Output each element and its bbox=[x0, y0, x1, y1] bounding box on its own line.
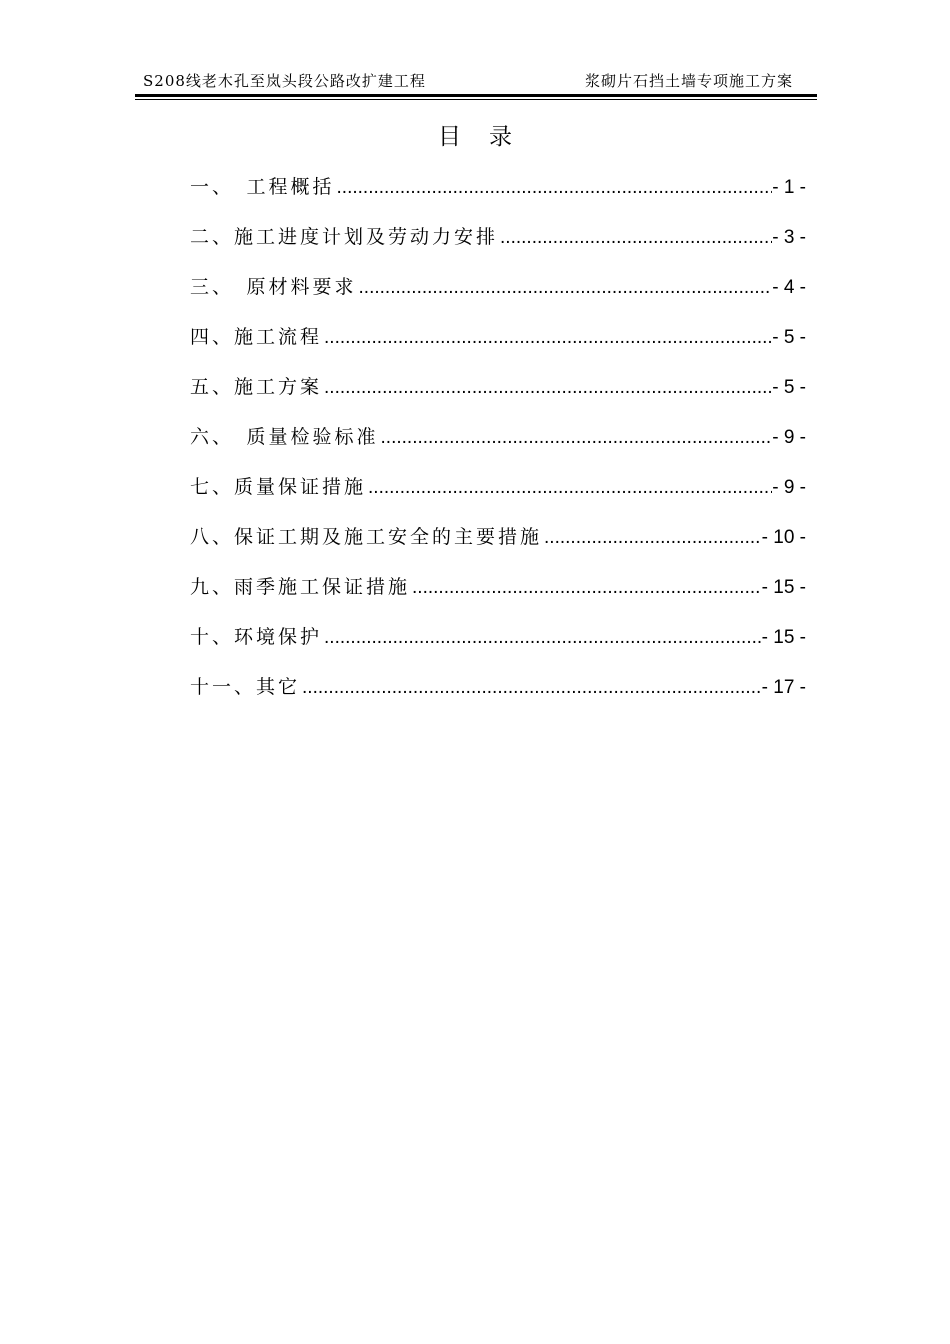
toc-entry[interactable] bbox=[190, 572, 806, 622]
toc-entry[interactable] bbox=[190, 172, 806, 222]
toc-entry-page: - 9 - bbox=[772, 477, 806, 498]
toc-entry-label: 七、质量保证措施 bbox=[190, 476, 367, 498]
toc-dot-leader bbox=[379, 427, 773, 449]
toc-entry-label: 九、雨季施工保证措施 bbox=[190, 576, 411, 598]
toc-dot-leader bbox=[322, 327, 772, 349]
toc-entry-page: - 3 - bbox=[772, 227, 806, 248]
toc-entry-label: 十、环境保护 bbox=[190, 626, 323, 648]
header-rule-thick bbox=[135, 94, 817, 97]
toc-dot-leader bbox=[357, 277, 773, 299]
toc-entry-page: - 10 - bbox=[761, 527, 806, 548]
toc-entry-page: - 4 - bbox=[772, 277, 806, 298]
toc-entry[interactable] bbox=[190, 322, 806, 372]
toc-dot-leader bbox=[498, 227, 772, 249]
toc-dot-leader bbox=[366, 477, 772, 499]
header-project-name: S208线老木孔至岚头段公路改扩建工程 bbox=[143, 72, 426, 90]
page-header bbox=[135, 66, 817, 96]
toc-entry-page: - 5 - bbox=[772, 327, 806, 348]
toc-dot-leader bbox=[542, 527, 762, 549]
toc-entry-page: - 15 - bbox=[761, 627, 806, 648]
toc-entry[interactable] bbox=[190, 272, 806, 322]
toc-title: 目录 bbox=[438, 124, 540, 150]
toc-entry[interactable] bbox=[190, 372, 806, 422]
toc-entry-label: 五、施工方案 bbox=[190, 376, 323, 398]
toc-entry[interactable] bbox=[190, 622, 806, 672]
header-document-title: 浆砌片石挡土墙专项施工方案 bbox=[584, 72, 793, 90]
toc-entry[interactable] bbox=[190, 472, 806, 522]
toc-entry-label: 一、 工程概括 bbox=[190, 176, 335, 198]
toc-entry-page: - 1 - bbox=[772, 177, 806, 198]
toc-entry-label: 八、保证工期及施工安全的主要措施 bbox=[190, 526, 543, 548]
toc-dot-leader bbox=[300, 677, 762, 699]
header-rule-thin bbox=[135, 99, 817, 100]
toc-entry-label: 二、施工进度计划及劳动力安排 bbox=[190, 226, 499, 248]
toc-entry-page: - 15 - bbox=[761, 577, 806, 598]
toc-dot-leader bbox=[410, 577, 762, 599]
toc-entry-page: - 9 - bbox=[772, 427, 806, 448]
toc-entry-page: - 17 - bbox=[761, 677, 806, 698]
toc-entry[interactable] bbox=[190, 672, 806, 722]
toc-entry-label: 十一、其它 bbox=[190, 676, 301, 698]
toc-entry[interactable] bbox=[190, 522, 806, 572]
toc-entry-label: 三、 原材料要求 bbox=[190, 276, 357, 298]
toc-entry[interactable] bbox=[190, 222, 806, 272]
toc-list bbox=[190, 172, 806, 722]
toc-dot-leader bbox=[335, 177, 773, 199]
toc-dot-leader bbox=[322, 377, 772, 399]
toc-entry-page: - 5 - bbox=[772, 377, 806, 398]
toc-dot-leader bbox=[322, 627, 762, 649]
toc-entry-label: 四、施工流程 bbox=[190, 326, 323, 348]
toc-entry-label: 六、 质量检验标准 bbox=[190, 426, 379, 448]
toc-entry[interactable] bbox=[190, 422, 806, 472]
